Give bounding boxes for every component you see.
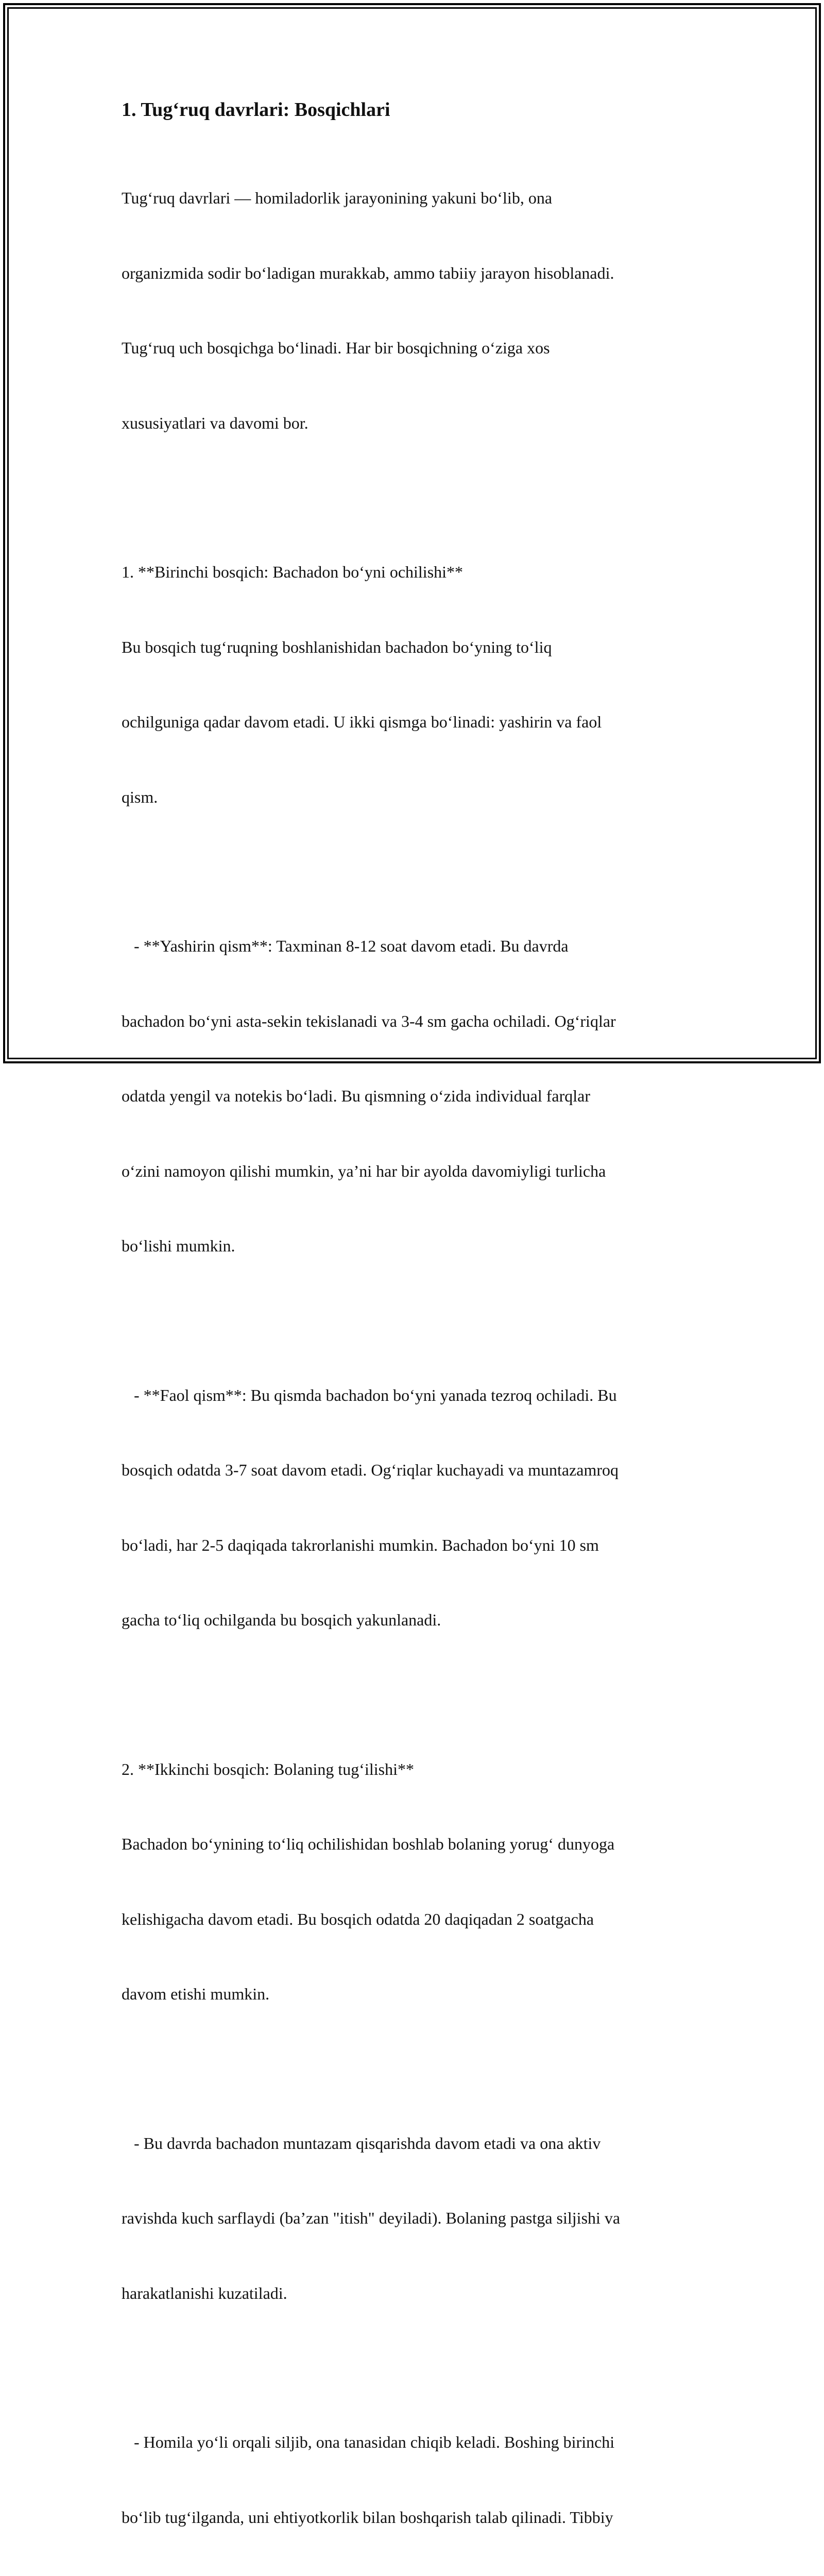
stage-two-paragraph	[122, 1707, 703, 2057]
text-line: Tug‘ruq davrlari — homiladorlik jarayonining yakuni bo‘lib, ona	[122, 189, 553, 207]
text-line: xususiyatlari va davomi bor.	[122, 413, 308, 432]
active-phase-paragraph	[122, 1333, 703, 1683]
text-line: kelishigacha davom etadi. Bu bosqich odatda 20 daqiqadan 2 soatgacha	[122, 1909, 594, 1928]
text-line: 1. **Birinchi bosqich: Bachadon bo‘yni ochilishi**	[122, 563, 464, 581]
intro-paragraph	[122, 135, 703, 485]
text-line: - Homila yo‘li orqali siljib, ona tanasidan chiqib keladi. Boshing birinchi	[122, 2433, 615, 2451]
text-line: ravishda kuch sarflaydi (ba’zan "itish" deyiladi). Bolaning pastga siljishi va	[122, 2209, 621, 2227]
text-line: 2. **Ikkinchi bosqich: Bolaning tug‘ilishi**	[122, 1759, 414, 1778]
text-line: Bachadon bo‘ynining to‘liq ochilishidan boshlab bolaning yorug‘ dunyoga	[122, 1835, 615, 1853]
text-line: - **Faol qism**: Bu qismda bachadon bo‘yni yanada tezroq ochiladi. Bu	[122, 1385, 617, 1404]
text-line: - Bu davrda bachadon muntazam qisqarishda davom etadi va ona aktiv	[122, 2133, 601, 2153]
text-line: Tug‘ruq uch bosqichga bo‘linadi. Har bir bosqichning o‘ziga xos	[122, 338, 550, 357]
text-line: - **Yashirin qism**: Taxminan 8-12 soat davom etadi. Bu davrda	[122, 937, 569, 955]
text-line: qism.	[122, 787, 158, 806]
text-line: harakatlanishi kuzatiladi.	[122, 2283, 287, 2302]
text-line: Bu bosqich tug‘ruqning boshlanishidan bachadon bo‘yning to‘liq	[122, 637, 552, 656]
section-heading: 1. Tug‘ruq davrlari: Bosqichlari	[122, 99, 390, 121]
text-line: gacha to‘liq ochilganda bu bosqich yakunlanadi.	[122, 1611, 441, 1629]
text-line: bo‘ladi, har 2-5 daqiqada takrorlanishi mumkin. Bachadon bo‘yni 10 sm	[122, 1535, 599, 1554]
text-line: bo‘lishi mumkin.	[122, 1236, 235, 1255]
text-line: ochilguniga qadar davom etadi. U ikki qismga bo‘linadi: yashirin va faol	[122, 713, 602, 731]
text-line: odatda yengil va notekis bo‘ladi. Bu qismning o‘zida individual farqlar	[122, 1087, 591, 1105]
birth-paragraph	[122, 2380, 703, 2576]
stage-one-paragraph	[122, 510, 703, 859]
text-line: bachadon bo‘yni asta-sekin tekislanadi va 3-4 sm gacha ochiladi. Og‘riqlar	[122, 1011, 616, 1030]
pushing-paragraph	[122, 2081, 703, 2356]
text-line: o‘zini namoyon qilishi mumkin, ya’ni har bir ayolda davomiyligi turlicha	[122, 1161, 606, 1180]
text-line: bosqich odatda 3-7 soat davom etadi. Og‘riqlar kuchayadi va muntazamroq	[122, 1461, 619, 1479]
text-line: davom etishi mumkin.	[122, 1985, 270, 2003]
text-line: organizmida sodir bo‘ladigan murakkab, ammo tabiiy jarayon hisoblanadi.	[122, 263, 614, 282]
latent-phase-paragraph	[122, 884, 703, 1309]
text-line: bo‘lib tug‘ilganda, uni ehtiyotkorlik bilan boshqarish talab qilinadi. Tibbiy	[122, 2507, 613, 2527]
document-body	[122, 95, 703, 2576]
